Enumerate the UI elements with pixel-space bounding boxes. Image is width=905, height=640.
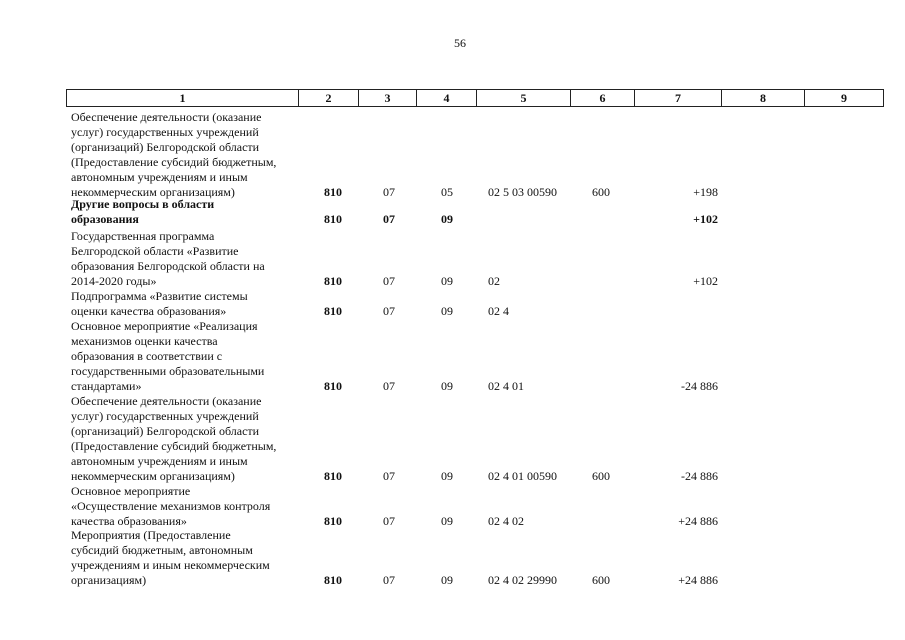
cell-col-3: 07: [383, 212, 395, 226]
cell-col-7: +102: [693, 212, 718, 226]
row-description-line: Подпрограмма «Развитие системы: [71, 289, 248, 303]
cell-col-2: 810: [324, 573, 342, 587]
header-col-7: 7: [635, 90, 722, 106]
cell-col-3: 07: [383, 185, 395, 199]
cell-col-4: 09: [441, 573, 453, 587]
row-description-line: услуг) государственных учреждений: [71, 125, 259, 139]
cell-col-2: 810: [324, 469, 342, 483]
row-description-line: Другие вопросы в области: [71, 197, 215, 211]
cell-col-5: 02 4 01: [488, 379, 524, 393]
row-description-line: организациям): [71, 573, 147, 587]
cell-col-4: 09: [441, 469, 453, 483]
row-description-line: (организаций) Белгородской области: [71, 424, 260, 438]
cell-col-7: -24 886: [681, 469, 718, 483]
row-description-line: Обеспечение деятельности (оказание: [71, 110, 262, 124]
table-header: [66, 89, 884, 107]
cell-col-7: +198: [693, 185, 718, 199]
row-description-line: Обеспечение деятельности (оказание: [71, 394, 262, 408]
header-col-5: 5: [477, 90, 571, 106]
row-description: [71, 394, 297, 484]
cell-col-2: 810: [324, 185, 342, 199]
row-description-line: механизмов оценки качества: [71, 334, 218, 348]
cell-col-2: 810: [324, 304, 342, 318]
row-description-line: автономным учреждениям и иным: [71, 454, 248, 468]
cell-col-5: 02 4: [488, 304, 509, 318]
header-col-6: 6: [571, 90, 635, 106]
row-description: [71, 528, 297, 588]
cell-col-3: 07: [383, 573, 395, 587]
cell-col-7: -24 886: [681, 379, 718, 393]
row-description-line: Мероприятия (Предоставление: [71, 528, 231, 542]
cell-col-2: 810: [324, 274, 342, 288]
row-description-line: стандартами»: [71, 379, 142, 393]
row-description: [71, 197, 297, 227]
row-description-line: некоммерческим организациям): [71, 185, 235, 199]
cell-col-5: 02 4 02 29990: [488, 573, 557, 587]
cell-col-2: 810: [324, 379, 342, 393]
row-description: [71, 229, 297, 289]
cell-col-7: +24 886: [678, 514, 718, 528]
cell-col-5: 02 5 03 00590: [488, 185, 557, 199]
cell-col-3: 07: [383, 304, 395, 318]
cell-col-3: 07: [383, 274, 395, 288]
cell-col-4: 09: [441, 304, 453, 318]
row-description-line: образования: [71, 212, 139, 226]
cell-col-4: 09: [441, 379, 453, 393]
header-col-2: 2: [299, 90, 359, 106]
row-description-line: (организаций) Белгородской области: [71, 140, 260, 154]
cell-col-7: +24 886: [678, 573, 718, 587]
row-description-line: учреждениям и иным некоммерческим: [71, 558, 270, 572]
cell-col-5: 02: [488, 274, 500, 288]
cell-col-2: 810: [324, 514, 342, 528]
row-description-line: субсидий бюджетным, автономным: [71, 543, 253, 557]
row-description-line: (Предоставление субсидий бюджетным,: [71, 439, 277, 453]
row-description-line: некоммерческим организациям): [71, 469, 235, 483]
cell-col-4: 09: [441, 274, 453, 288]
cell-col-3: 07: [383, 469, 395, 483]
row-description-line: «Осуществление механизмов контроля: [71, 499, 271, 513]
row-description-line: (Предоставление субсидий бюджетным,: [71, 155, 277, 169]
row-description: [71, 484, 297, 529]
header-col-9: 9: [841, 91, 847, 105]
cell-col-6: 600: [592, 469, 610, 483]
cell-col-5: 02 4 01 00590: [488, 469, 557, 483]
row-description-line: Основное мероприятие: [71, 484, 191, 498]
header-col-3: 3: [359, 90, 417, 106]
row-description-line: Белгородской области «Развитие: [71, 244, 239, 258]
cell-col-4: 09: [441, 514, 453, 528]
row-description-line: качества образования»: [71, 514, 187, 528]
cell-col-3: 07: [383, 514, 395, 528]
row-description-line: образования в соответствии с: [71, 349, 223, 363]
cell-col-6: 600: [592, 573, 610, 587]
cell-col-4: 05: [441, 185, 453, 199]
cell-col-5: 02 4 02: [488, 514, 524, 528]
row-description-line: Основное мероприятие «Реализация: [71, 319, 258, 333]
row-description-line: образования Белгородской области на: [71, 259, 265, 273]
header-col-4: 4: [417, 90, 477, 106]
row-description-line: оценки качества образования»: [71, 304, 227, 318]
cell-col-4: 09: [441, 212, 453, 226]
cell-col-6: 600: [592, 185, 610, 199]
row-description-line: услуг) государственных учреждений: [71, 409, 259, 423]
row-description: [71, 319, 297, 394]
cell-col-7: +102: [693, 274, 718, 288]
row-description: [71, 110, 297, 200]
row-description: [71, 289, 297, 319]
header-col-1: 1: [67, 90, 299, 106]
row-description-line: Государственная программа: [71, 229, 215, 243]
row-description-line: 2014-2020 годы»: [71, 274, 157, 288]
page-number: 56: [454, 36, 466, 50]
row-description-line: государственными образовательными: [71, 364, 265, 378]
row-description-line: автономным учреждениям и иным: [71, 170, 248, 184]
cell-col-3: 07: [383, 379, 395, 393]
cell-col-2: 810: [324, 212, 342, 226]
header-col-8: 8: [722, 90, 805, 106]
